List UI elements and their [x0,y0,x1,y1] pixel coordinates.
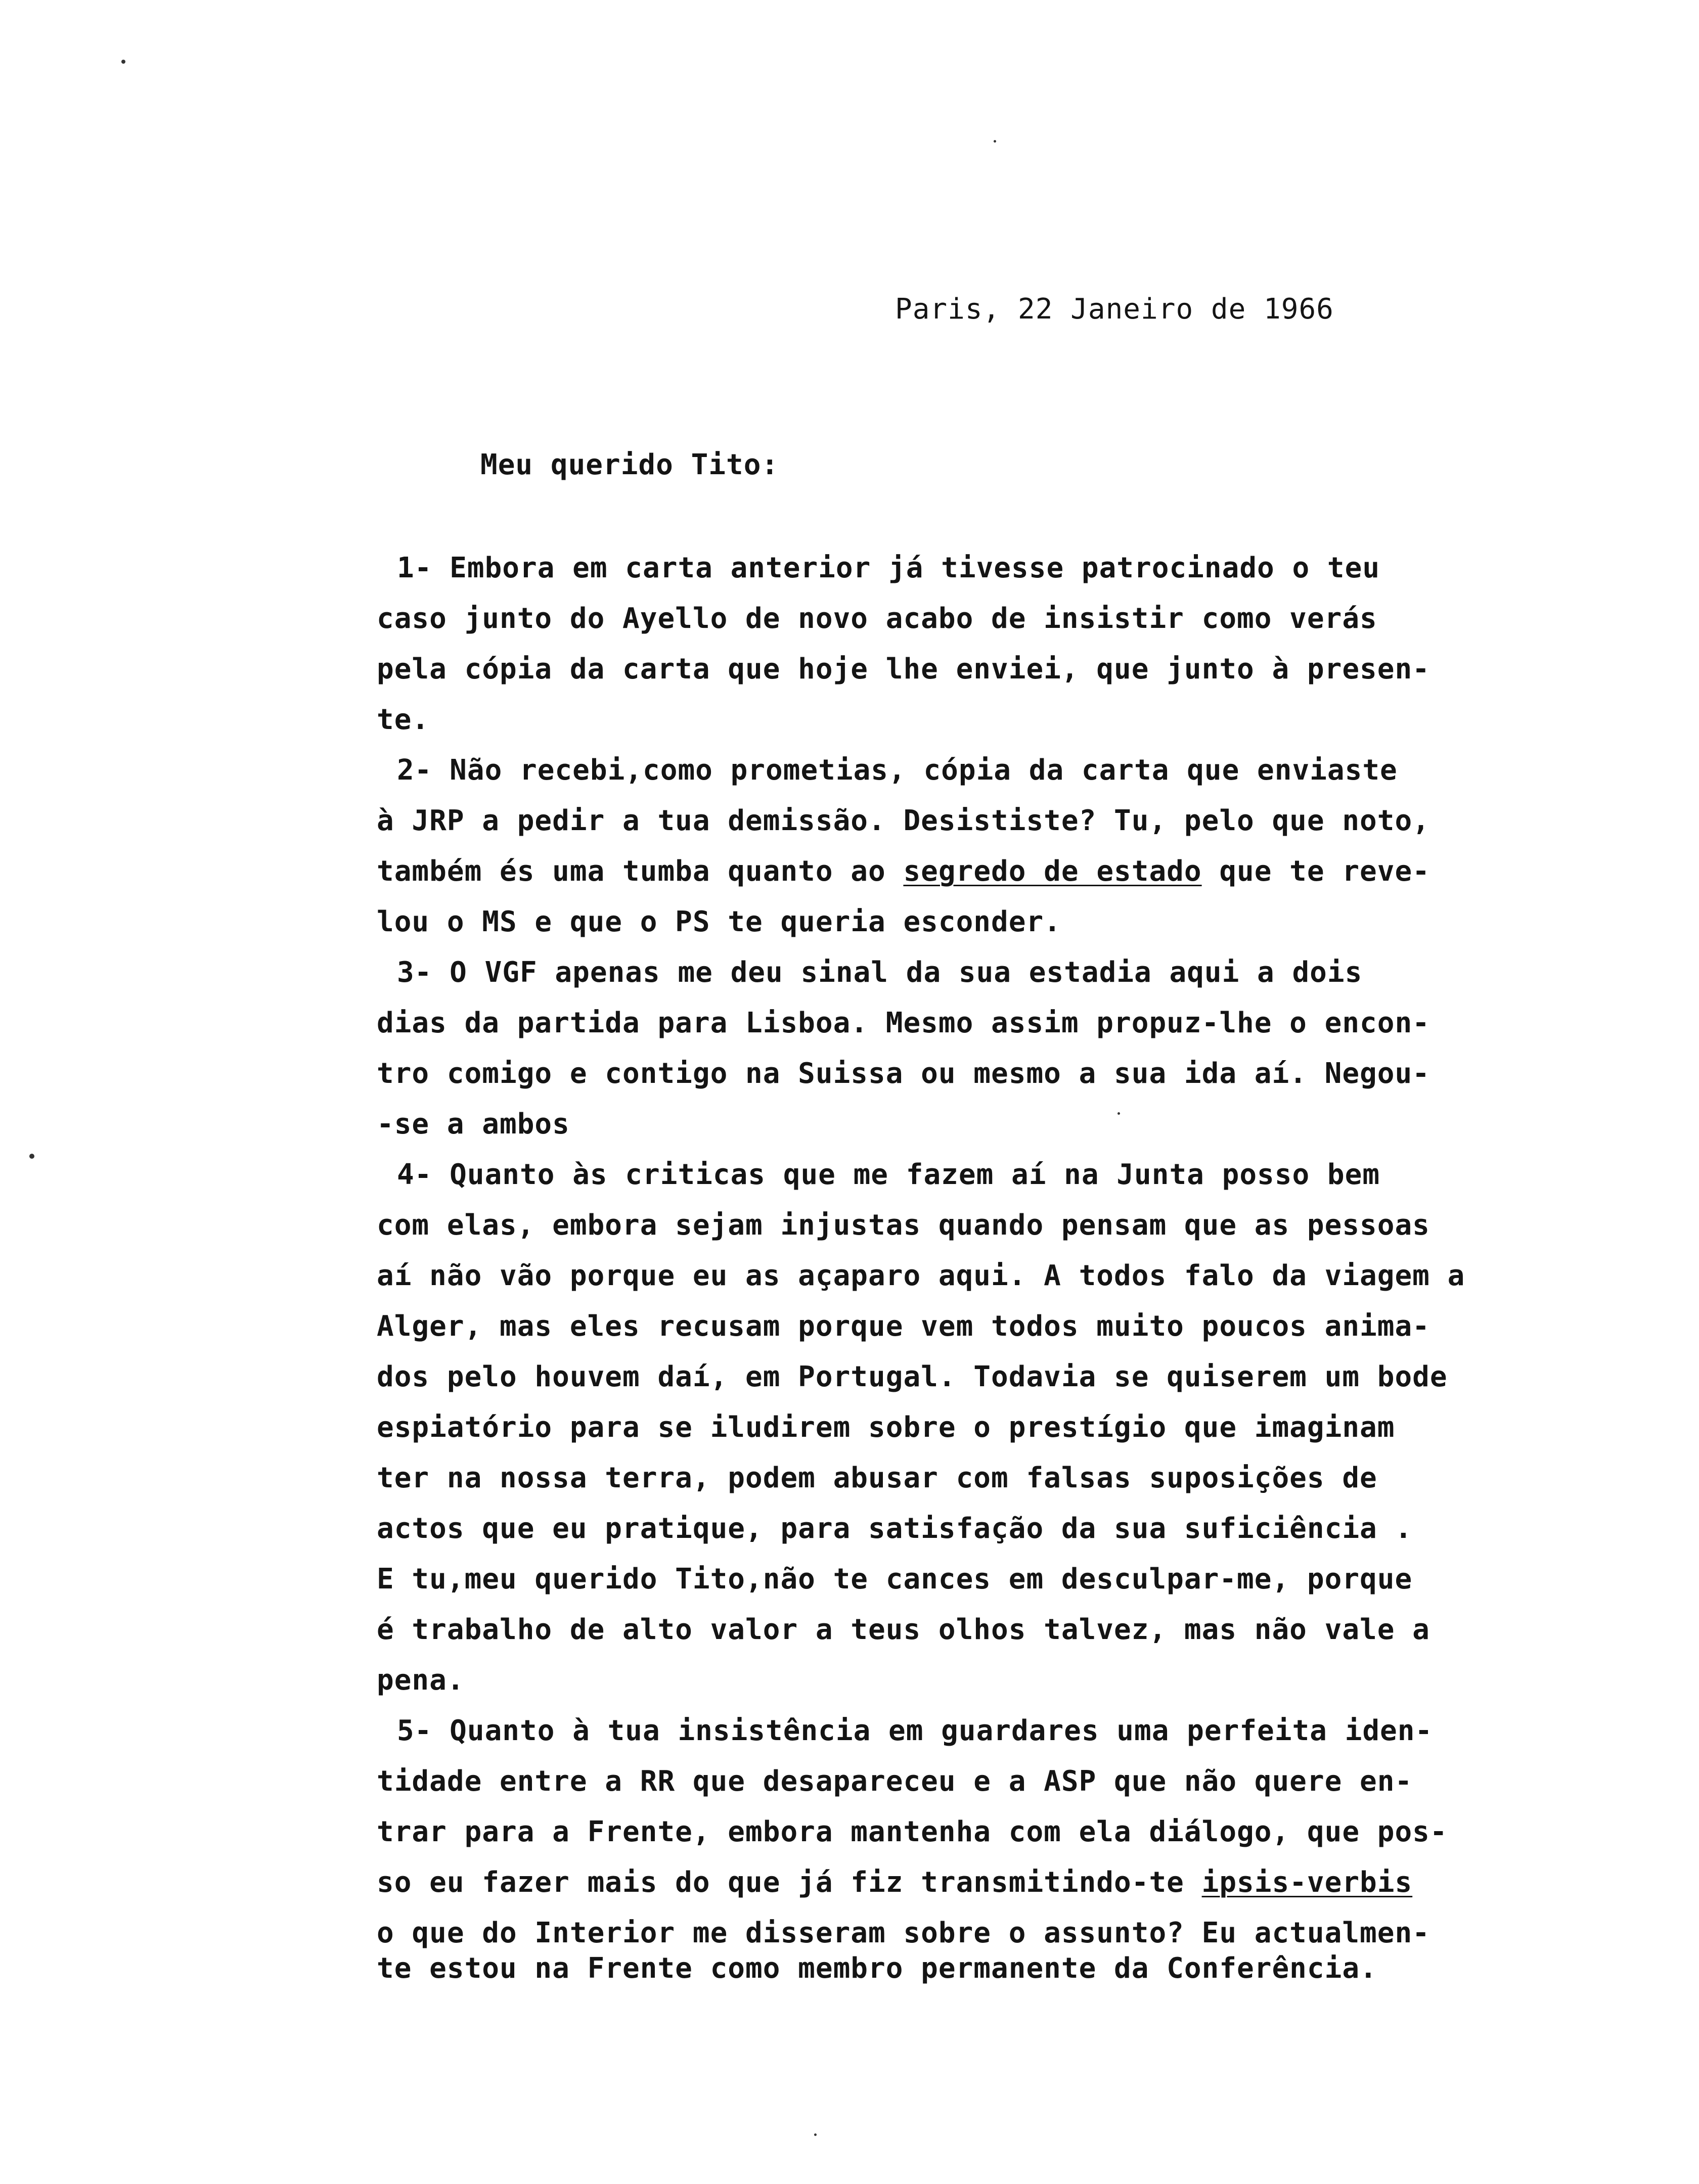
letter-line [377,1664,465,1697]
letter-line [377,1361,1448,1393]
line-text: pela cópia da carta que hoje lhe enviei, que junto à presen- [377,653,1430,686]
underlined-phrase: segredo de estado [903,855,1202,888]
line-text: é trabalho de alto valor a teus olhos talvez, mas não vale a [377,1613,1430,1646]
line-text: te estou na Frente como membro permanente da Conferência. [377,1952,1377,1985]
line-text: -se a ambos [377,1108,570,1141]
letter-line [377,1058,1430,1090]
line-text: dos pelo houvem daí, em Portugal. Todavia se quiserem um bode [377,1360,1448,1393]
line-text: o que do Interior me disseram sobre o assunto? Eu actualmen- [377,1917,1430,1949]
letter-line [377,1260,1465,1292]
letter-line [397,1715,1433,1747]
letter-line [377,1412,1395,1444]
letter-line [377,1867,1412,1899]
letter-line [377,805,1430,837]
paper-speck [121,60,125,64]
line-text: também és uma tumba quanto ao [377,855,904,888]
line-text: que te reve- [1201,855,1430,888]
line-text: espiatório para se iludirem sobre o prestígio que imaginam [377,1411,1395,1444]
line-text: caso junto do Ayello de novo acabo de insistir como verás [377,602,1377,635]
paper-speck [994,140,996,143]
line-text: à JRP a pedir a tua demissão. Desististe? Tu, pelo que noto, [377,804,1430,837]
line-text: tidade entre a RR que desapareceu e a ASP que não quere en- [377,1765,1413,1798]
line-text: trar para a Frente, embora mantenha com ela diálogo, que pos- [377,1815,1448,1848]
letter-line [377,1513,1412,1545]
line-text: te. [377,703,430,736]
letter-line [377,704,429,736]
underlined-phrase: ipsis-verbis [1201,1866,1413,1899]
line-text: 5- Quanto à tua insistência em guardares uma perfeita iden- [397,1714,1433,1747]
letter-line [377,1108,570,1141]
letter-line [377,1614,1430,1646]
line-text: so eu fazer mais do que já fiz transmitindo-te [377,1866,1202,1899]
line-text: aí não vão porque eu as açaparo aqui. A todos falo da viagem a [377,1259,1465,1292]
letter-line [377,1816,1448,1848]
letter-line [377,1462,1377,1494]
paper-speck [814,2133,817,2136]
letter-line [397,957,1362,989]
letter-line [377,1209,1430,1242]
letter-line [377,1310,1430,1343]
letter-line [377,1007,1430,1039]
line-text: Alger, mas eles recusam porque vem todos muito poucos anima- [377,1310,1430,1343]
line-text: 4- Quanto às criticas que me fazem aí na Junta posso bem [397,1158,1380,1191]
paper-speck [29,1154,34,1159]
paper-speck [1117,1112,1120,1115]
line-text: dias da partida para Lisboa. Mesmo assim propuz-lhe o encon- [377,1007,1430,1039]
letter-line [377,906,1061,938]
letter-line [397,1159,1380,1191]
line-text: com elas, embora sejam injustas quando pensam que as pessoas [377,1209,1430,1242]
line-text: E tu,meu querido Tito,não te cances em desculpar-me, porque [377,1563,1413,1596]
letter-line [377,855,1430,888]
letter-line [377,1563,1412,1596]
line-text: 3- O VGF apenas me deu sinal da sua estadia aqui a dois [397,956,1363,989]
line-text: ter na nossa terra, podem abusar com falsas suposições de [377,1462,1377,1494]
line-text: pena. [377,1664,465,1697]
letter-line [377,603,1377,635]
letter-line [397,552,1380,584]
line-text: 2- Não recebi,como prometias, cópia da carta que enviaste [397,754,1398,787]
letter-line [377,653,1430,686]
dateline: Paris, 22 Janeiro de 1966 [895,293,1334,326]
letter-line [377,1952,1377,1985]
letter-line [377,1765,1412,1798]
line-text: actos que eu pratique, para satisfação da sua suficiência . [377,1512,1413,1545]
line-text: lou o MS e que o PS te queria esconder. [377,905,1061,938]
letter-line [377,1917,1430,1949]
letter-line [397,754,1398,787]
salutation: Meu querido Tito: [480,448,779,481]
line-text: 1- Embora em carta anterior já tivesse patrocinado o teu [397,552,1380,584]
line-text: tro comigo e contigo na Suissa ou mesmo a sua ida aí. Negou- [377,1057,1430,1090]
